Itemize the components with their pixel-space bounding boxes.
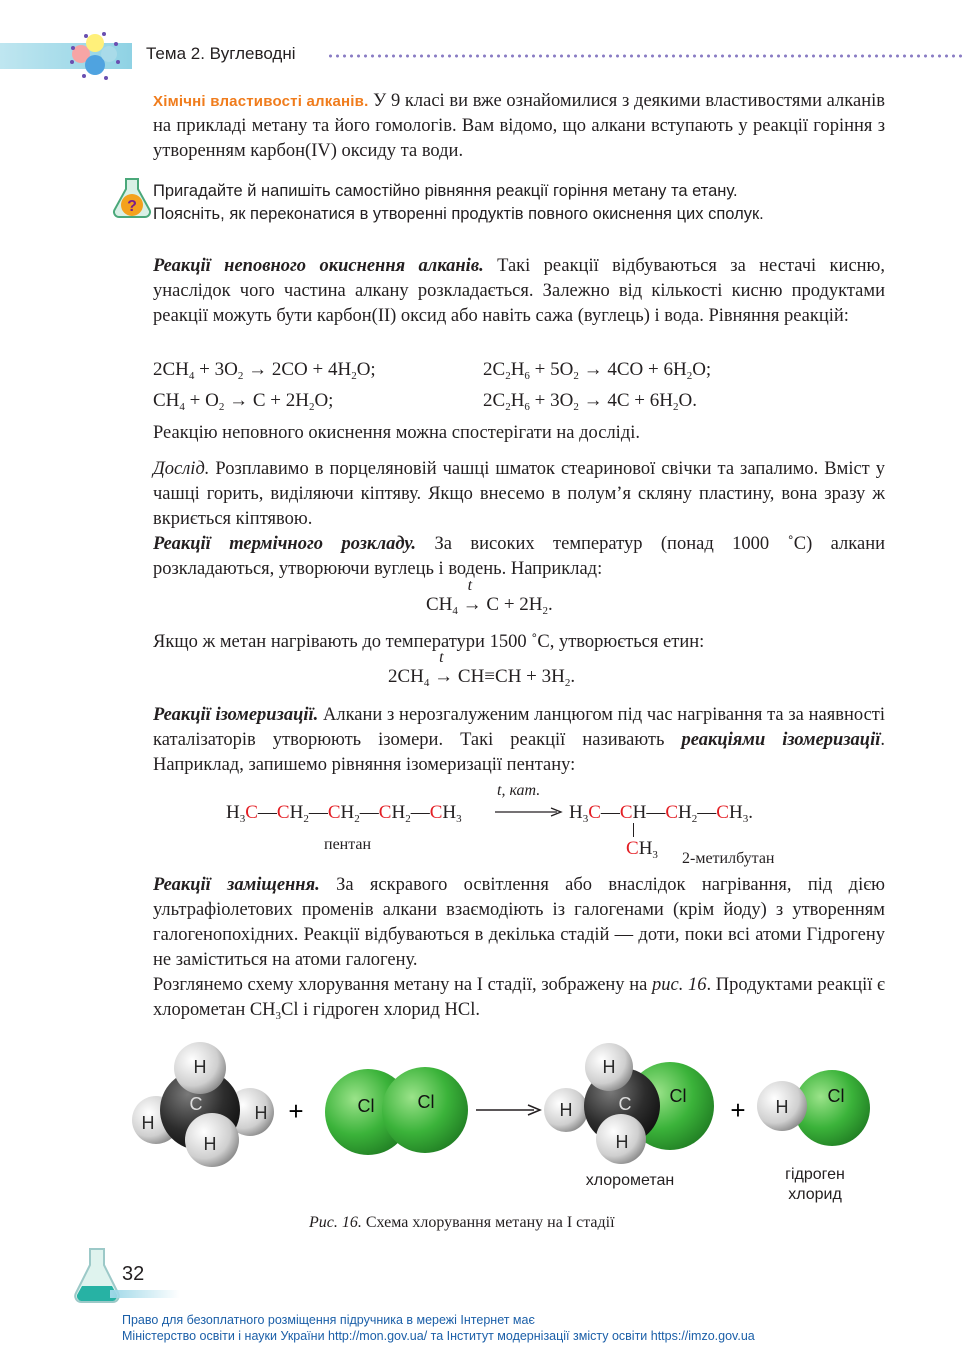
svg-text:Cl: Cl [417,1092,435,1112]
experiment-paragraph [153,457,885,532]
thermal-title: Реакції термічного розкладу. [153,534,417,554]
page-number: 32 [122,1263,145,1285]
hcl-molecule [757,1070,870,1146]
figure-caption-text: Схема хлорування метану на І стадії [365,1214,615,1231]
figure-caption-label: Рис. 16. [309,1214,362,1231]
isomer-condition: t, кат. [497,782,541,799]
isomer-text-2: . Наприклад, запишемо рівняння ізомеризації пентану: [153,730,886,775]
svg-text:Cl: Cl [357,1096,375,1116]
thermal-text: За високих температур (понад 1000 ˚С) алкани розкладаються, утворюючи вуглець і водень. Наприклад: [153,534,885,579]
svg-text:H: H [254,1103,268,1123]
footer-line-2: Міністерство освіти і науки України http://mon.gov.ua/ та Інститут модернізації змісту освіти https://imzo.gov.ua [122,1329,755,1343]
svg-text:Cl: Cl [827,1086,845,1106]
methylbutane-name: 2-метилбутан [682,850,775,867]
reaction-arrow-icon [476,1105,540,1115]
label-hydrogen-chloride: гідроген хлорид [785,1166,845,1203]
header-title: Тема 2. Вуглеводні [146,44,296,63]
header-dotted-line [327,54,963,58]
isomer-title: Реакції ізомеризації. [153,705,319,725]
svg-text:H: H [602,1057,616,1077]
branch-methyl: $CH_3$ [626,838,658,861]
svg-text:H: H [203,1134,217,1154]
intro-paragraph [153,89,885,164]
chlorination-figure [120,1040,880,1170]
methylbutane-formula: $H_3C—CH—CH_2—CH_3$. [569,802,753,825]
footer-line-1: Право для безоплатного розміщення підручника в мережі Інтернет має [122,1313,535,1327]
equation-3: $CH_4 + O_2 \to C + 2H_2O$; [153,390,334,413]
substitution-title: Реакції заміщення. [153,875,320,895]
isomer-arrow-icon [495,806,565,818]
section-heading: Хімічні властивості алканів. [153,93,369,110]
thermal-equation-2: $2CH_4$ → t $CH\equiv CH + 3H_2$. [388,649,576,689]
question-line-2: Поясніть, як переконатися в утворенні продуктів повного окиснення цих сполук. [153,205,764,223]
experiment-label: Дослід. [153,459,210,479]
isomer-term: реакціями ізомеризації [681,730,881,750]
substitution-text: За яскравого освітлення або внаслідок нагрівання, під дією ультрафіолетових променів алкани взаємодіють із галогенами (крім йоду) з утворенням галогенопохідних. Реакції відбуваються в декілька стадій — доти, поки всі атоми Гідрогену не заміститься на атоми галогену. [153,875,885,970]
scheme-paragraph: Розглянемо схему хлорування метану на І стадії, зображену на рис. 16. Продуктами реакції є хлорометан $CH_3Cl$ і гідроген хлорид HCl. [153,975,885,1022]
figure-caption [309,1214,615,1232]
plus-sign-1: + [288,1096,304,1126]
isomer-paragraph [153,703,885,778]
equation-1: $2CH_4 + 3O_2 \to 2CO + 4H_2O$; [153,359,376,382]
pentane-formula: $H_3C—CH_2—CH_2—CH_2—CH_3$ [226,802,462,825]
svg-text:H: H [775,1097,789,1117]
experiment-text: Розплавимо в порцеляновій чашці шматок стеаринової свічки та запалимо. Вміст у чашці горить, виділяючи кіптяву. Якщо внесемо в полум’я скляну пластину, вона зразу ж вкриється кіптявою. [153,459,886,529]
svg-text:?: ? [127,198,137,215]
isomer-text-1: Алкани з нерозгалуженим ланцюгом під час нагрівання та за наявності каталізаторів утворюють ізомери. Такі реакції називають [153,705,885,750]
svg-text:H: H [141,1113,155,1133]
pentane-name: пентан [324,836,372,853]
branch-bond [633,823,634,837]
chlorine-molecule [325,1067,468,1155]
question-flask-icon [112,176,152,220]
incomplete-oxidation-paragraph [153,254,885,329]
svg-text:H: H [615,1132,629,1152]
incomplete-oxidation-title: Реакції неповного окиснення алканів. [153,256,484,276]
intro-text: У 9 класі ви вже ознайомилися з деякими властивостями алканів на прикладі метану та його гомологів. Вам відомо, що алкани вступають у реакції горіння з утворенням карбон(IV) оксиду та води. [153,91,885,161]
svg-text:Cl: Cl [669,1086,687,1106]
header-molecule-icon [64,28,126,84]
svg-text:H: H [559,1100,573,1120]
svg-text:C: C [618,1094,632,1114]
equation-2: $2C_2H_6 + 5O_2 \to 4CO + 6H_2O$; [483,359,712,382]
incomplete-oxidation-text: Такі реакції відбуваються за нестачі кисню, унаслідок чого частина алкану розкладається. Залежно від кількості кисню продуктами реакції можуть бути карбон(ІІ) оксид або навіть сажа (вуглець) і вода. Рівняння реакцій: [153,256,885,326]
label-chloromethane: хлорометан [585,1172,675,1189]
page-number-band [110,1290,180,1298]
thermal-mid: Якщо ж метан нагрівають до температури 1500 ˚С, утворюється етин: [153,632,705,652]
substitution-paragraph [153,873,885,973]
atom-label-c: C [189,1094,203,1114]
plus-sign-2: + [730,1095,746,1125]
incomplete-observe: Реакцію неповного окиснення можна спостерігати на досліді. [153,423,640,443]
thermal-paragraph [153,532,885,582]
atom-label-h: H [193,1057,207,1077]
question-line-1: Пригадайте й напишіть самостійно рівняння реакції горіння метану та етану. [153,182,738,200]
thermal-equation-1: $CH_4$ → t $C + 2H_2$. [426,577,553,617]
equation-4: $2C_2H_6 + 3O_2 \to 4C + 6H_2O$. [483,390,697,413]
question-text [153,180,888,226]
figure-reference: рис. 16 [652,975,707,995]
